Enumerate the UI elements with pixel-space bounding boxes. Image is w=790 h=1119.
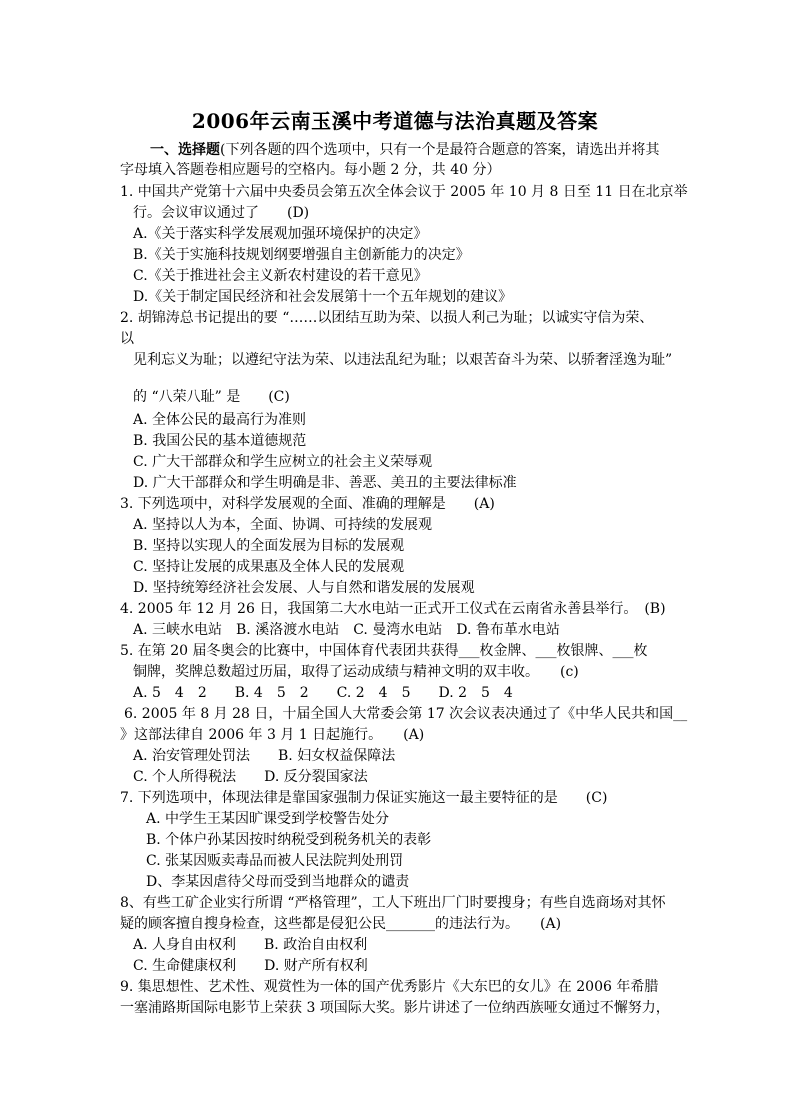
question-line: 铜牌，奖牌总数超过历届，取得了运动成绩与精神文明的双丰收。 (c) [133, 664, 579, 680]
question-line: 行。会议审议通过了 (D) [133, 205, 310, 221]
section-heading: 一、选择题 [150, 142, 220, 158]
option-line: A. 人身自由权利 B. 政治自由权利 [133, 937, 368, 953]
option-line: A. 坚持以人为本，全面、协调、可持续的发展观 [133, 517, 433, 533]
option-line: C. 个人所得税法 D. 反分裂国家法 [133, 769, 368, 785]
section-heading-line [150, 140, 659, 160]
question-line: 3. 下列选项中，对科学发展观的全面、准确的理解是 (A) [120, 496, 495, 512]
option-line: A. 中学生王某因旷课受到学校警告处分 [146, 811, 390, 827]
document-title: 2006年云南玉溪中考道德与法治真题及答案 [191, 109, 599, 133]
option-line: B.《关于实施科技规划纲要增强自主创新能力的决定》 [133, 247, 470, 263]
option-line: B. 我国公民的基本道德规范 [133, 433, 307, 449]
question-line: 以 [120, 331, 134, 347]
question-line: 5. 在第 20 届冬奥会的比赛中，中国体育代表团共获得___枚金牌、___枚银牌、___枚 [120, 643, 648, 659]
option-line: D. 坚持统筹经济社会发展、人与自然和谐发展的发展观 [133, 580, 475, 596]
option-line: D. 广大干部群众和学生明确是非、善恶、美丑的主要法律标准 [133, 475, 517, 491]
option-line: C. 张某因贩卖毒品而被人民法院判处刑罚 [146, 853, 404, 869]
option-line: A. 5 4 2 B. 4 5 2 C. 2 4 5 D. 2 5 4 [133, 685, 513, 701]
option-line: A.《关于落实科学发展观加强环境保护的决定》 [133, 226, 428, 242]
option-line: B. 个体户孙某因按时纳税受到税务机关的表彰 [146, 832, 432, 848]
question-line: 的 “八荣八耻” 是 (C) [133, 389, 290, 405]
option-line: C. 广大干部群众和学生应树立的社会主义荣辱观 [133, 454, 433, 470]
question-line: 见利忘义为耻；以遵纪守法为荣、以违法乱纪为耻；以艰苦奋斗为荣、以骄奢淫逸为耻” [133, 352, 673, 368]
option-line: B. 坚持以实现人的全面发展为目标的发展观 [133, 538, 405, 554]
option-line: C. 生命健康权利 D. 财产所有权利 [133, 958, 368, 974]
question-line: 9. 集思想性、艺术性、观赏性为一体的国产优秀影片《大东巴的女儿》在 2006 年希腊 [120, 979, 659, 995]
question-line: 疑的顾客擅自搜身检查，这些都是侵犯公民_______的违法行为。 (A) [120, 916, 562, 932]
question-line: 7. 下列选项中，体现法律是靠国家强制力保证实施这一最主要特征的是 (C) [120, 790, 608, 806]
option-line: A. 治安管理处罚法 B. 妇女权益保障法 [133, 748, 396, 764]
option-line: C.《关于推进社会主义新农村建设的若干意见》 [133, 268, 428, 284]
question-line: 2. 胡锦涛总书记提出的要 “……以团结互助为荣、以损人利己为耻；以诚实守信为荣、 [120, 310, 654, 326]
option-line: A. 三峡水电站 B. 溪洛渡水电站 C. 曼湾水电站 D. 鲁布革水电站 [133, 622, 560, 638]
option-line: D.《关于制定国民经济和社会发展第十一个五年规划的建议》 [133, 289, 513, 305]
question-line: 一塞浦路斯国际电影节上荣获 3 项国际大奖。影片讲述了一位纳西族哑女通过不懈努力， [120, 1000, 670, 1016]
question-line: 4. 2005 年 12 月 26 日，我国第二大水电站一正式开工仪式在云南省永善县举行。 (B) [120, 601, 666, 617]
question-line: 》这部法律自 2006 年 3 月 1 日起施行。 (A) [120, 727, 425, 743]
text-line: (下列各题的四个选项中，只有一个是最符合题意的答案，请选出并将其 [220, 142, 660, 158]
text-line: 字母填入答题卷相应题号的空格内。每小题 2 分，共 40 分） [120, 162, 501, 178]
question-line: 1. 中国共产党第十六届中央委员会第五次全体会议于 2005 年 10 月 8 日至 11 日在北京举 [120, 184, 688, 200]
option-line: D、李某因虐待父母而受到当地群众的谴责 [146, 874, 410, 890]
option-line: C. 坚持让发展的成果惠及全体人民的发展观 [133, 559, 405, 575]
option-line: A. 全体公民的最高行为准则 [133, 412, 307, 428]
question-line: 6. 2005 年 8 月 28 日，十届全国人大常委会第 17 次会议表决通过了《中华人民共和国__ [124, 706, 688, 722]
question-line: 8、有些工矿企业实行所谓 “严格管理”，工人下班出厂门时要搜身；有些自选商场对其怀 [120, 895, 666, 911]
